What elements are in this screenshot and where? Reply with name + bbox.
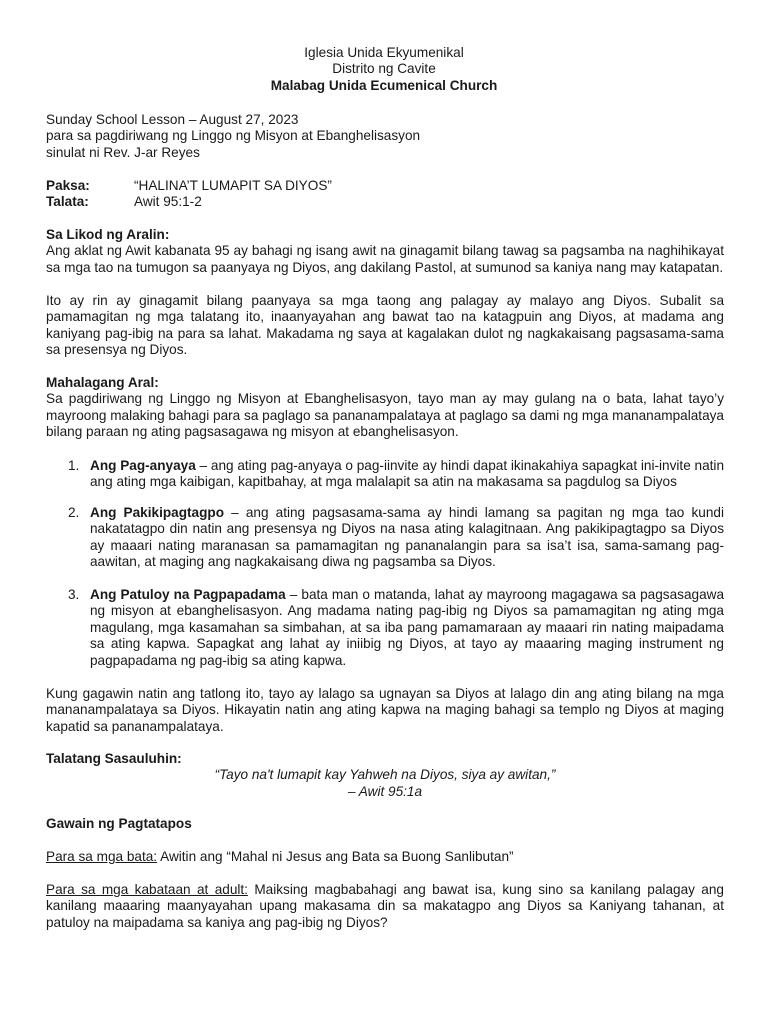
list-item-body: [90, 458, 724, 491]
background-paragraph-2: Ito ay rin ay ginagamit bilang paanyaya sa mga taong ang palagay ay malayo ang Diyos. Subalit sa pamamagitan ng mga talatang ito, inaanyayahan ang bawat tao na katagpuin ang Diyos, at madama ang kaniyang pag-ibig na para sa lahat. Makadama ng saya at kagalakan dulot ng nagkakaisang pagsasama-sama sa presensya ng Diyos.: [46, 293, 724, 358]
lesson-heading: Mahalagang Aral:: [46, 375, 159, 390]
list-item-body: [90, 505, 724, 571]
kids-activity-text: Awitin ang “Mahal ni Jesus ang Bata sa Buong Sanlibutan”: [157, 849, 514, 864]
church-org-name: Iglesia Unida Ekyumenikal: [304, 45, 464, 60]
adults-activity-text: Maiksing magbabahagi ang bawat isa, kung sino sa kanilang palagay ang kanilang maaaring maanyayahan upang makasama din sa makatagpo ang Diyos sa Kaniyang tahanan, at patuloy na maipadama sa kaniya ang pag-ibig ng Diyos?: [46, 882, 724, 930]
lesson-author-line: sinulat ni Rev. J-ar Reyes: [46, 144, 200, 160]
background-section: [46, 227, 724, 276]
memory-verse-heading: Talatang Sasauluhin:: [46, 751, 182, 766]
background-heading: Sa Likod ng Aralin:: [46, 227, 170, 242]
list-item-text: – ang ating pagsasama-sama ay hindi lamang sa pagitan ng mga tao kundi nakatatagpo din natin ang presensya ng Diyos na nasa ating kalagitnaan. Ang pakikipagtagpo sa Diyos ay maaari nating maranasan sa pamamagitan ng pananalangin para sa isa’t isa, sama-samang pag-aawitan, at maging ang nagkakaisang diwa ng pagsamba sa Diyos.: [90, 505, 724, 570]
kids-activity: [46, 849, 724, 865]
scripture-label: Talata:: [46, 194, 89, 210]
lesson-section: [46, 375, 724, 441]
scripture-row: [46, 194, 724, 210]
kids-activity-label: Para sa mga bata:: [46, 849, 158, 864]
lesson-date-line: Sunday School Lesson – August 27, 2023: [46, 112, 299, 127]
closing-activity-heading: Gawain ng Pagtatapos: [46, 816, 192, 831]
list-item-body: [90, 587, 724, 669]
list-item-title: Ang Pag-anyaya: [90, 458, 196, 473]
topic-label: Paksa:: [46, 178, 90, 193]
closing-paragraph: Kung gagawin natin ang tatlong ito, tayo ay lalago sa ugnayan sa Diyos at lalago din ang ating bilang na mga mananampalataya sa Diyos. Hikayatin natin ang ating kapwa na maging bahagi sa templo ng Diyos at maging kapatid sa pananampalataya.: [46, 686, 724, 734]
lesson-paragraph: Sa pagdiriwang ng Linggo ng Misyon at Ebanghelisasyon, tayo man ay may gulang na o bata, lahat tayo’y mayroong malaking bahagi para sa paglago sa pananampalataya at paglago sa dami ng mga mananampalataya bilang paraan ng ating pagsasagawa ng misyon at ebanghelisasyon.: [46, 391, 724, 440]
adults-activity: [46, 882, 724, 931]
church-name: Malabag Unida Ecumenical Church: [270, 77, 498, 93]
document-header: [0, 45, 768, 94]
list-number: 2.: [68, 505, 80, 520]
list-number: 1.: [68, 458, 80, 473]
lesson-occasion-line: para sa pagdiriwang ng Linggo ng Misyon at Ebanghelisasyon: [46, 128, 421, 144]
background-paragraph-1: Ang aklat ng Awit kabanata 95 ay bahagi ng isang awit na ginagamit bilang tawag sa pagsamba na naghihikayat sa mga tao na tumugon sa paanyaya ng Diyos, ang dakilang Pastol, at sumunod sa kaniya nang may katapatan.: [46, 243, 724, 275]
memory-verse-section: [46, 751, 724, 800]
list-number: 3.: [68, 587, 80, 602]
adults-activity-label: Para sa mga kabataan at adult:: [46, 882, 248, 897]
lesson-meta: [46, 178, 724, 211]
district-name: Distrito ng Cavite: [332, 61, 436, 77]
list-item-text: – ang ating pag-anyaya o pag-iinvite ay hindi dapat ikinakahiya sapagkat ini-invite natin ang ating mga kaibigan, kapitbahay, at mga malalapit sa atin na makasama sa pagdulog sa Diyos: [90, 458, 725, 490]
list-item-title: Ang Patuloy na Pagpapadama: [90, 587, 286, 602]
memory-verse-text: “Tayo na't lumapit kay Yahweh na Diyos, siya ay awitan,”: [214, 767, 556, 783]
memory-verse-reference: – Awit 95:1a: [347, 783, 423, 799]
topic-value: “HALINA’T LUMAPIT SA DIYOS”: [134, 178, 332, 193]
topic-row: [46, 178, 724, 194]
scripture-value: Awit 95:1-2: [134, 194, 202, 210]
list-item-text: – bata man o matanda, lahat ay mayroong magagawa sa pagsasagawa ng misyon at ebanghelisasyon. Ang madama nating pag-ibig ng Diyos sa pamamagitan ng ating mga magulang, mga kasamahan sa simbahan, at sa iba pang pamamaraan ay maaari rin nating maipadama sa ating kapwa. Sapagkat ang lahat ay iniibig ng Diyos, at tayo ay maaaring maging instrument ng pagpapadama ng pag-ibig sa ating kapwa.: [90, 587, 725, 668]
list-item-title: Ang Pakikipagtagpo: [90, 505, 225, 520]
lesson-intro: [46, 112, 724, 161]
